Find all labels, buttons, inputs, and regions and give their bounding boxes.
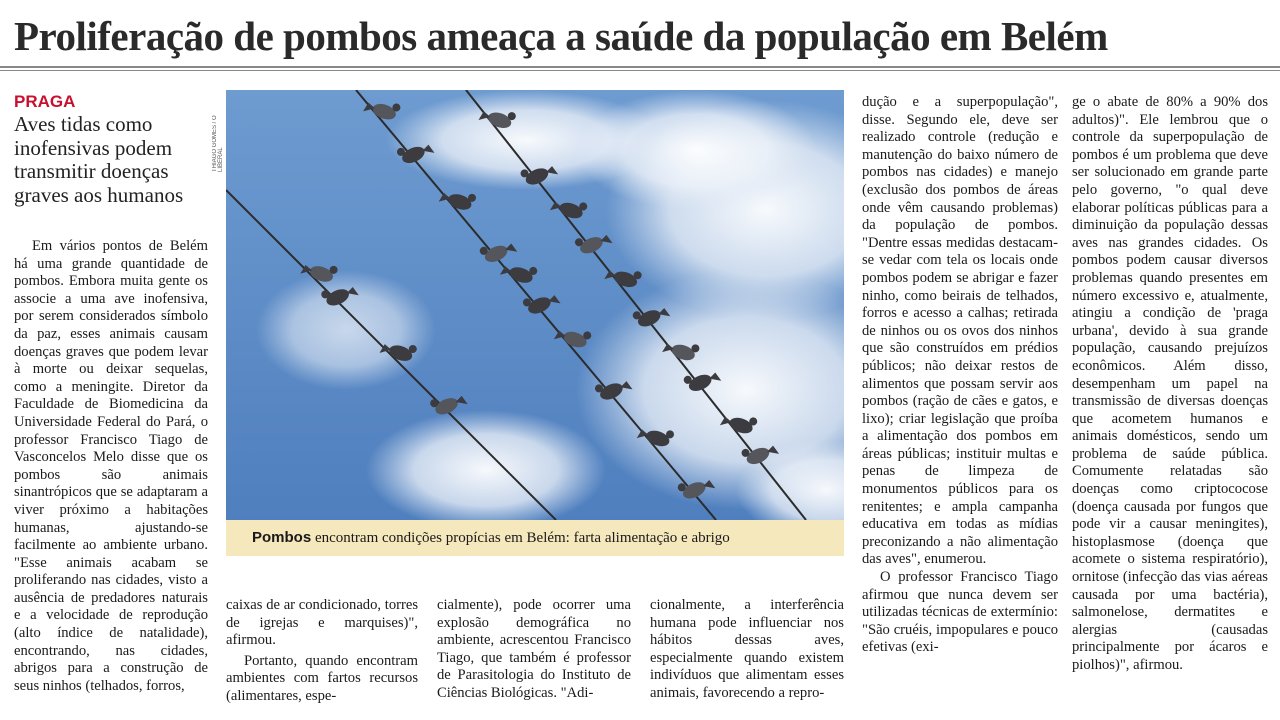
article-column-2 [226,597,418,706]
headline-rule-bottom [0,70,1280,71]
paragraph: cialmente), pode ocorrer uma explosão demográfica no ambiente, acrescentou Francisco Tiago, que também é professor de Parasitologia do Instituto de Ciências Biológicas. "Adi- [437,597,631,701]
headline-rule-top [0,66,1280,68]
caption-text: encontram condições propícias em Belém: farta alimentação e abrigo [311,530,730,546]
article-column-4 [650,597,844,703]
paragraph: cionalmente, a interferência humana pode influenciar nos hábitos dessas aves, especialmente quando existem indivíduos que alimentam esses animais, favorecendo a repro- [650,597,844,701]
paragraph: Em vários pontos de Belém há uma grande quantidade de pombos. Embora muita gente os associe a uma ave inofensiva, por serem considerados símbolo da paz, esses animais causam doenças graves que podem levar à morte ou deixar sequelas, como a meningite. Diretor da Faculdade de Biomedicina da Universidade Federal do Pará, o professor Francisco Tiago de Vasconcelos Melo disse que os pombos são animais sinantrópicos que se adaptaram a viver próximo a habitações humanas, ajustando-se facilmente ao ambiente urbano. "Esse animais acabam se proliferando nas cidades, visto a ausência de predadores naturais e a velocidade de reprodução (alto índice de natalidade), encontrando, nas cidades, abrigos para a construção de seus ninhos (telhados, forros, [14,238,208,694]
paragraph: ge o abate de 80% a 90% dos adultos)". Ele lembrou que o controle da superpopulação de pombos é um problema que deve ser solucionado em grande parte pelo governo, "o qual deve elaborar políticas públicas para a diminuição da população dessas aves nas grandes cidades. Os pombos podem causar diversos problemas quando presentes em número excessivo e, atualmente, atingiu a condição de 'praga urbana', devido à sua grande população, causando prejuízos econômicos. Além disso, desempenham um papel na transmissão de diversas doenças que acometem humanos e animais domésticos, sendo um problema de saúde pública. Comumente relatadas são doenças como criptococose (doença causada por fungos que pode vir a causar meningites), histoplasmose (doença que acomete o sistema respiratório), ornitose (infecção das vias aéreas causada por uma bactéria), salmonelose, dermatites e alergias (causadas principalmente por ácaros e piolhos)", afirmou. [1072,94,1268,673]
paragraph: dução e a superpopulação", disse. Segundo ele, deve ser realizado controle (redução e manutenção do baixo número de pombos nas cidades) e manejo (exclusão dos pombos de áreas onde vêm causando problemas) da população de pombos. "Dentre essas medidas destacam-se vedar com tela os locais onde pombos podem se abrigar e fazer ninho, como beirais de telhados, forros e acesso a calhas; retirada de ninhos ou os ovos dos ninhos que são construídos em prédios públicos; não deixar restos de alimentos que possam servir aos pombos (ração de cães e gatos, e lixo); criar legislação que proíba a alimentação dos pombos em áreas públicas; instituir multas e penas de limpeza de monumentos públicos para os renitentes; e ampla campanha educativa em todas as mídias preconizando a não alimentação das aves", enumerou. [862,94,1058,568]
paragraph: O professor Francisco Tiago afirmou que nunca devem ser utilizadas técnicas de extermínio: "São cruéis, impopulares e pouco efetivas (exi- [862,569,1058,656]
section-kicker: PRAGA [14,92,76,111]
article-column-5 [862,94,1058,657]
paragraph: Portanto, quando encontram ambientes com fartos recursos (alimentares, espe- [226,652,418,704]
article-column-6 [1072,94,1268,675]
article-photo [226,90,844,520]
photo-caption [226,520,844,556]
headline: Proliferação de pombos ameaça a saúde da população em Belém [14,13,1108,59]
article-column-1 [14,238,208,695]
article-column-3 [437,597,631,703]
caption-lead: Pombos [252,529,312,546]
photo-credit: THIAGO GOMES / O LIBERAL [212,115,224,172]
article-deck: Aves tidas como inofensivas podem transmitir doenças graves aos humanos [14,112,184,207]
pigeons-on-wires-image [226,90,844,520]
paragraph: caixas de ar condicionado, torres de igrejas e marquises)", afirmou. [226,597,418,649]
